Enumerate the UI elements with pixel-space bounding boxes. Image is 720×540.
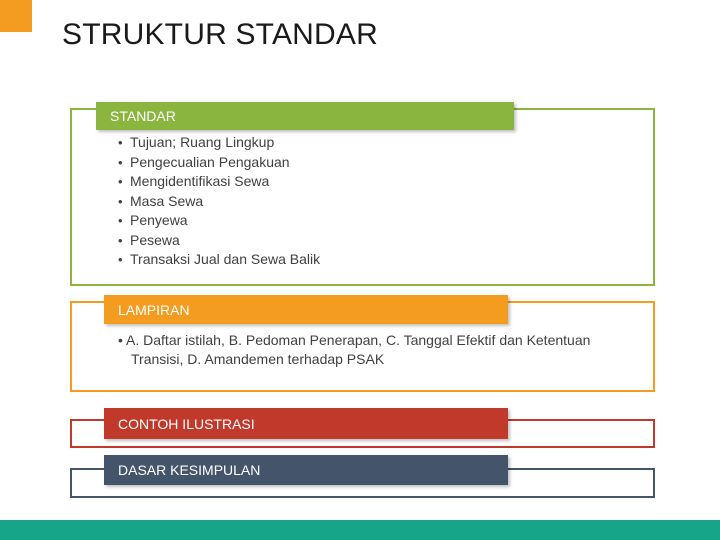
dasar-kesimpulan-header [104, 455, 508, 485]
contoh-ilustrasi-header [104, 408, 508, 439]
footer-stripe [0, 520, 720, 540]
contoh-ilustrasi-label: CONTOH ILUSTRASI [118, 415, 255, 432]
corner-accent [0, 0, 32, 32]
list-item: • Tujuan; Ruang Lingkup [118, 133, 320, 153]
lampiran-header [104, 295, 508, 324]
list-item: • Pengecualian Pengakuan [118, 153, 320, 173]
standar-header-label: STANDAR [110, 108, 176, 124]
dasar-kesimpulan-label: DASAR KESIMPULAN [118, 462, 261, 478]
standar-bullet-list [118, 133, 320, 270]
page-title: STRUKTUR STANDAR [62, 18, 378, 51]
list-item: • Penyewa [118, 211, 320, 231]
lampiran-text: A. Daftar istilah, B. Pedoman Penerapan, C. Tanggal Efektif dan Ketentuan Transisi, D. Amandemen terhadap PSAK [126, 332, 591, 367]
standar-header [96, 102, 514, 130]
bullet-glyph: • [118, 332, 127, 348]
list-item: • Mengidentifikasi Sewa [118, 172, 320, 192]
lampiran-description [118, 331, 621, 369]
list-item: • Masa Sewa [118, 192, 320, 212]
list-item: • Pesewa [118, 231, 320, 251]
lampiran-header-label: LAMPIRAN [118, 301, 190, 318]
list-item: • Transaksi Jual dan Sewa Balik [118, 250, 320, 270]
